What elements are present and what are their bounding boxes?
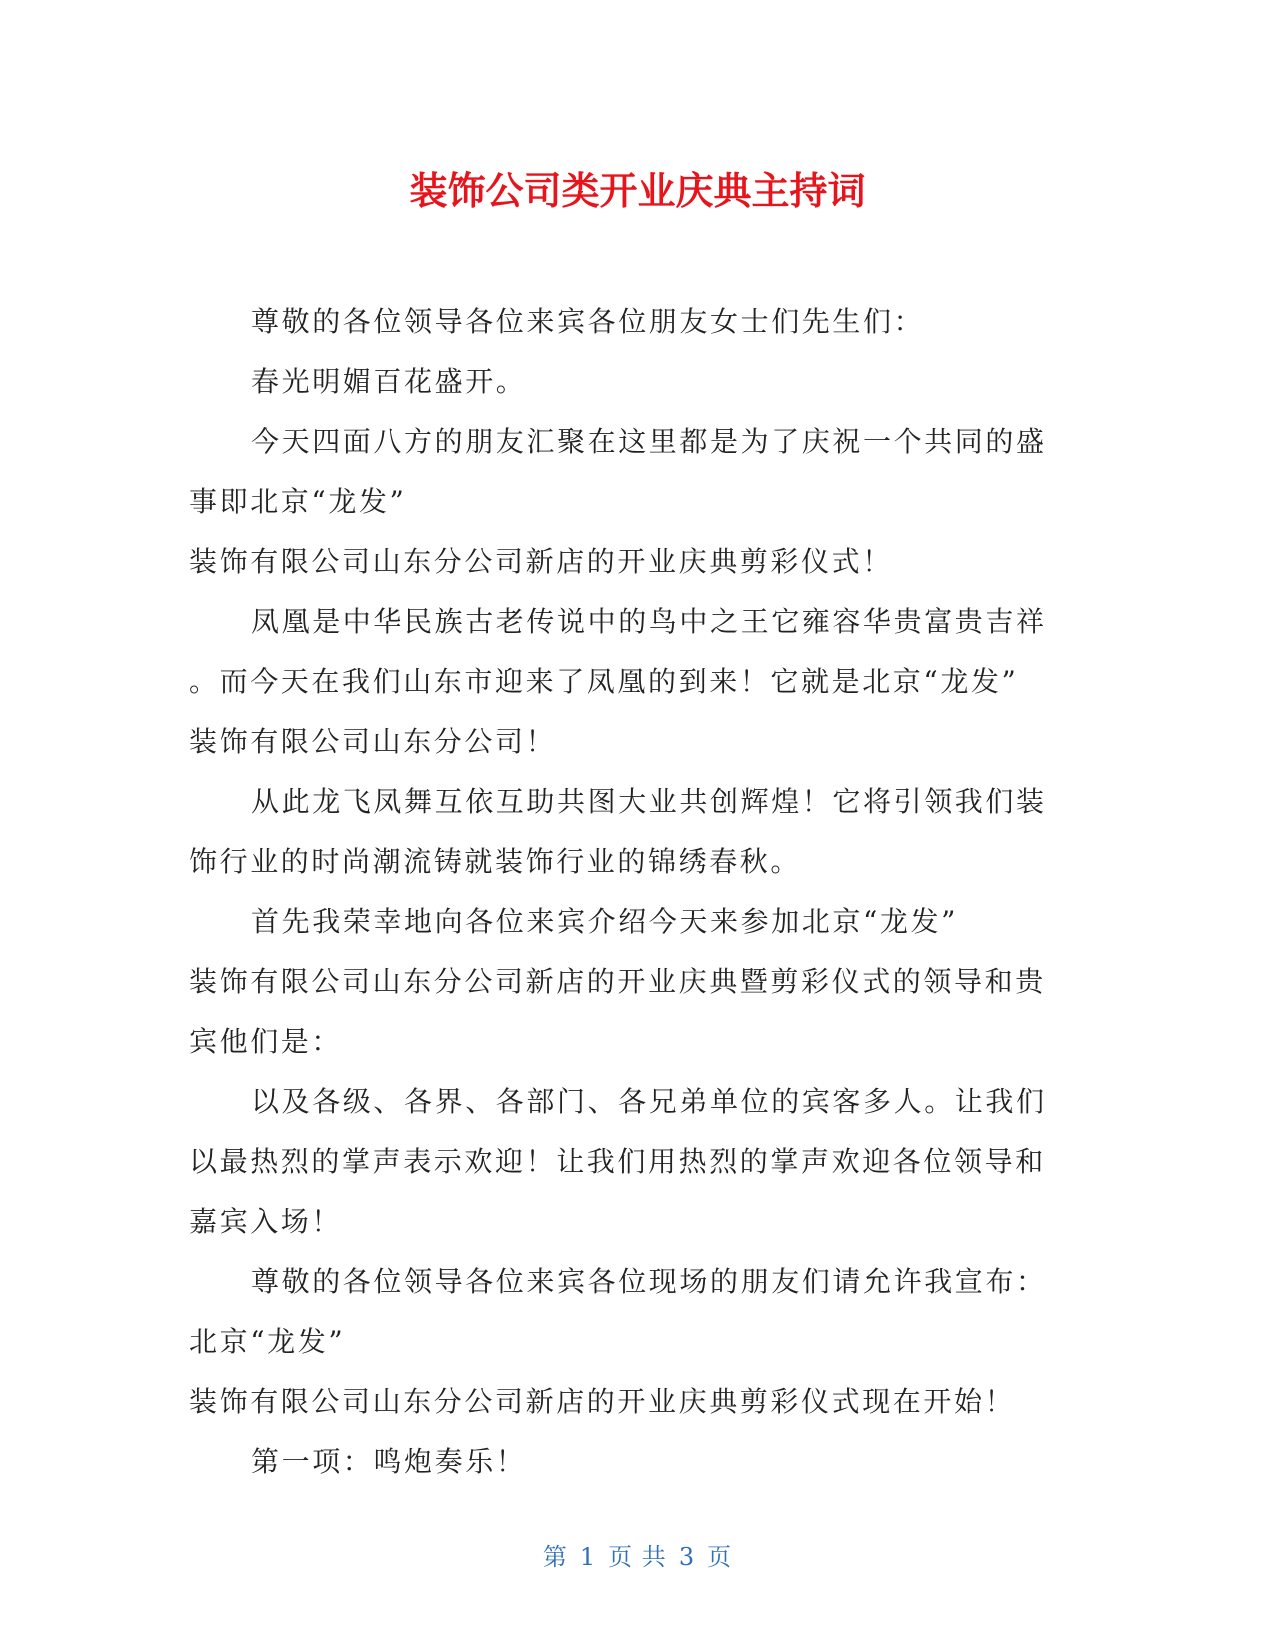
footer-mid: 页 共 [608,1543,667,1571]
paragraph-line: 从此龙飞凤舞互依互助共图大业共创辉煌！它将引领我们装 [251,785,1047,818]
paragraph-line: 尊敬的各位领导各位来宾各位现场的朋友们请允许我宣布： [251,1265,1047,1298]
paragraph-line: 以最热烈的掌声表示欢迎！让我们用热烈的掌声欢迎各位领导和 [189,1145,1046,1178]
paragraph-line: 装饰有限公司山东分公司新店的开业庆典剪彩仪式！ [189,545,893,578]
footer-page-number: 1 [579,1543,597,1571]
paragraph-line: 春光明媚百花盛开。 [251,365,527,398]
paragraph-line: 今天四面八方的朋友汇聚在这里都是为了庆祝一个共同的盛 [251,425,1047,458]
paragraph-line: 宾他们是： [189,1025,343,1058]
paragraph-line: 北京“龙发” [189,1325,346,1358]
paragraph-line: 装饰有限公司山东分公司新店的开业庆典剪彩仪式现在开始！ [189,1385,1016,1418]
paragraph-line: 以及各级、各界、各部门、各兄弟单位的宾客多人。让我们 [251,1085,1047,1118]
paragraph-line: 尊敬的各位领导各位来宾各位朋友女士们先生们： [251,305,925,338]
footer-suffix: 页 [707,1543,733,1571]
paragraph-line: 装饰有限公司山东分公司！ [189,725,557,758]
paragraph-line: 凤凰是中华民族古老传说中的鸟中之王它雍容华贵富贵吉祥 [251,605,1047,638]
footer-total-pages: 3 [678,1543,696,1571]
paragraph-line: 事即北京“龙发” [189,485,407,518]
document-body [189,292,1061,1492]
paragraph-line: 。而今天在我们山东市迎来了凤凰的到来！它就是北京“龙发” [189,665,1019,698]
document-title: 装饰公司类开业庆典主持词 [409,169,866,213]
footer-prefix: 第 [542,1543,568,1571]
page-footer [0,1542,1275,1572]
paragraph-line: 嘉宾入场！ [189,1205,343,1238]
paragraph-line: 第一项：鸣炮奏乐！ [251,1445,527,1478]
paragraph-line: 饰行业的时尚潮流铸就装饰行业的锦绣春秋。 [189,845,802,878]
paragraph-line: 首先我荣幸地向各位来宾介绍今天来参加北京“龙发” [251,905,959,938]
paragraph-line: 装饰有限公司山东分公司新店的开业庆典暨剪彩仪式的领导和贵 [189,965,1046,998]
